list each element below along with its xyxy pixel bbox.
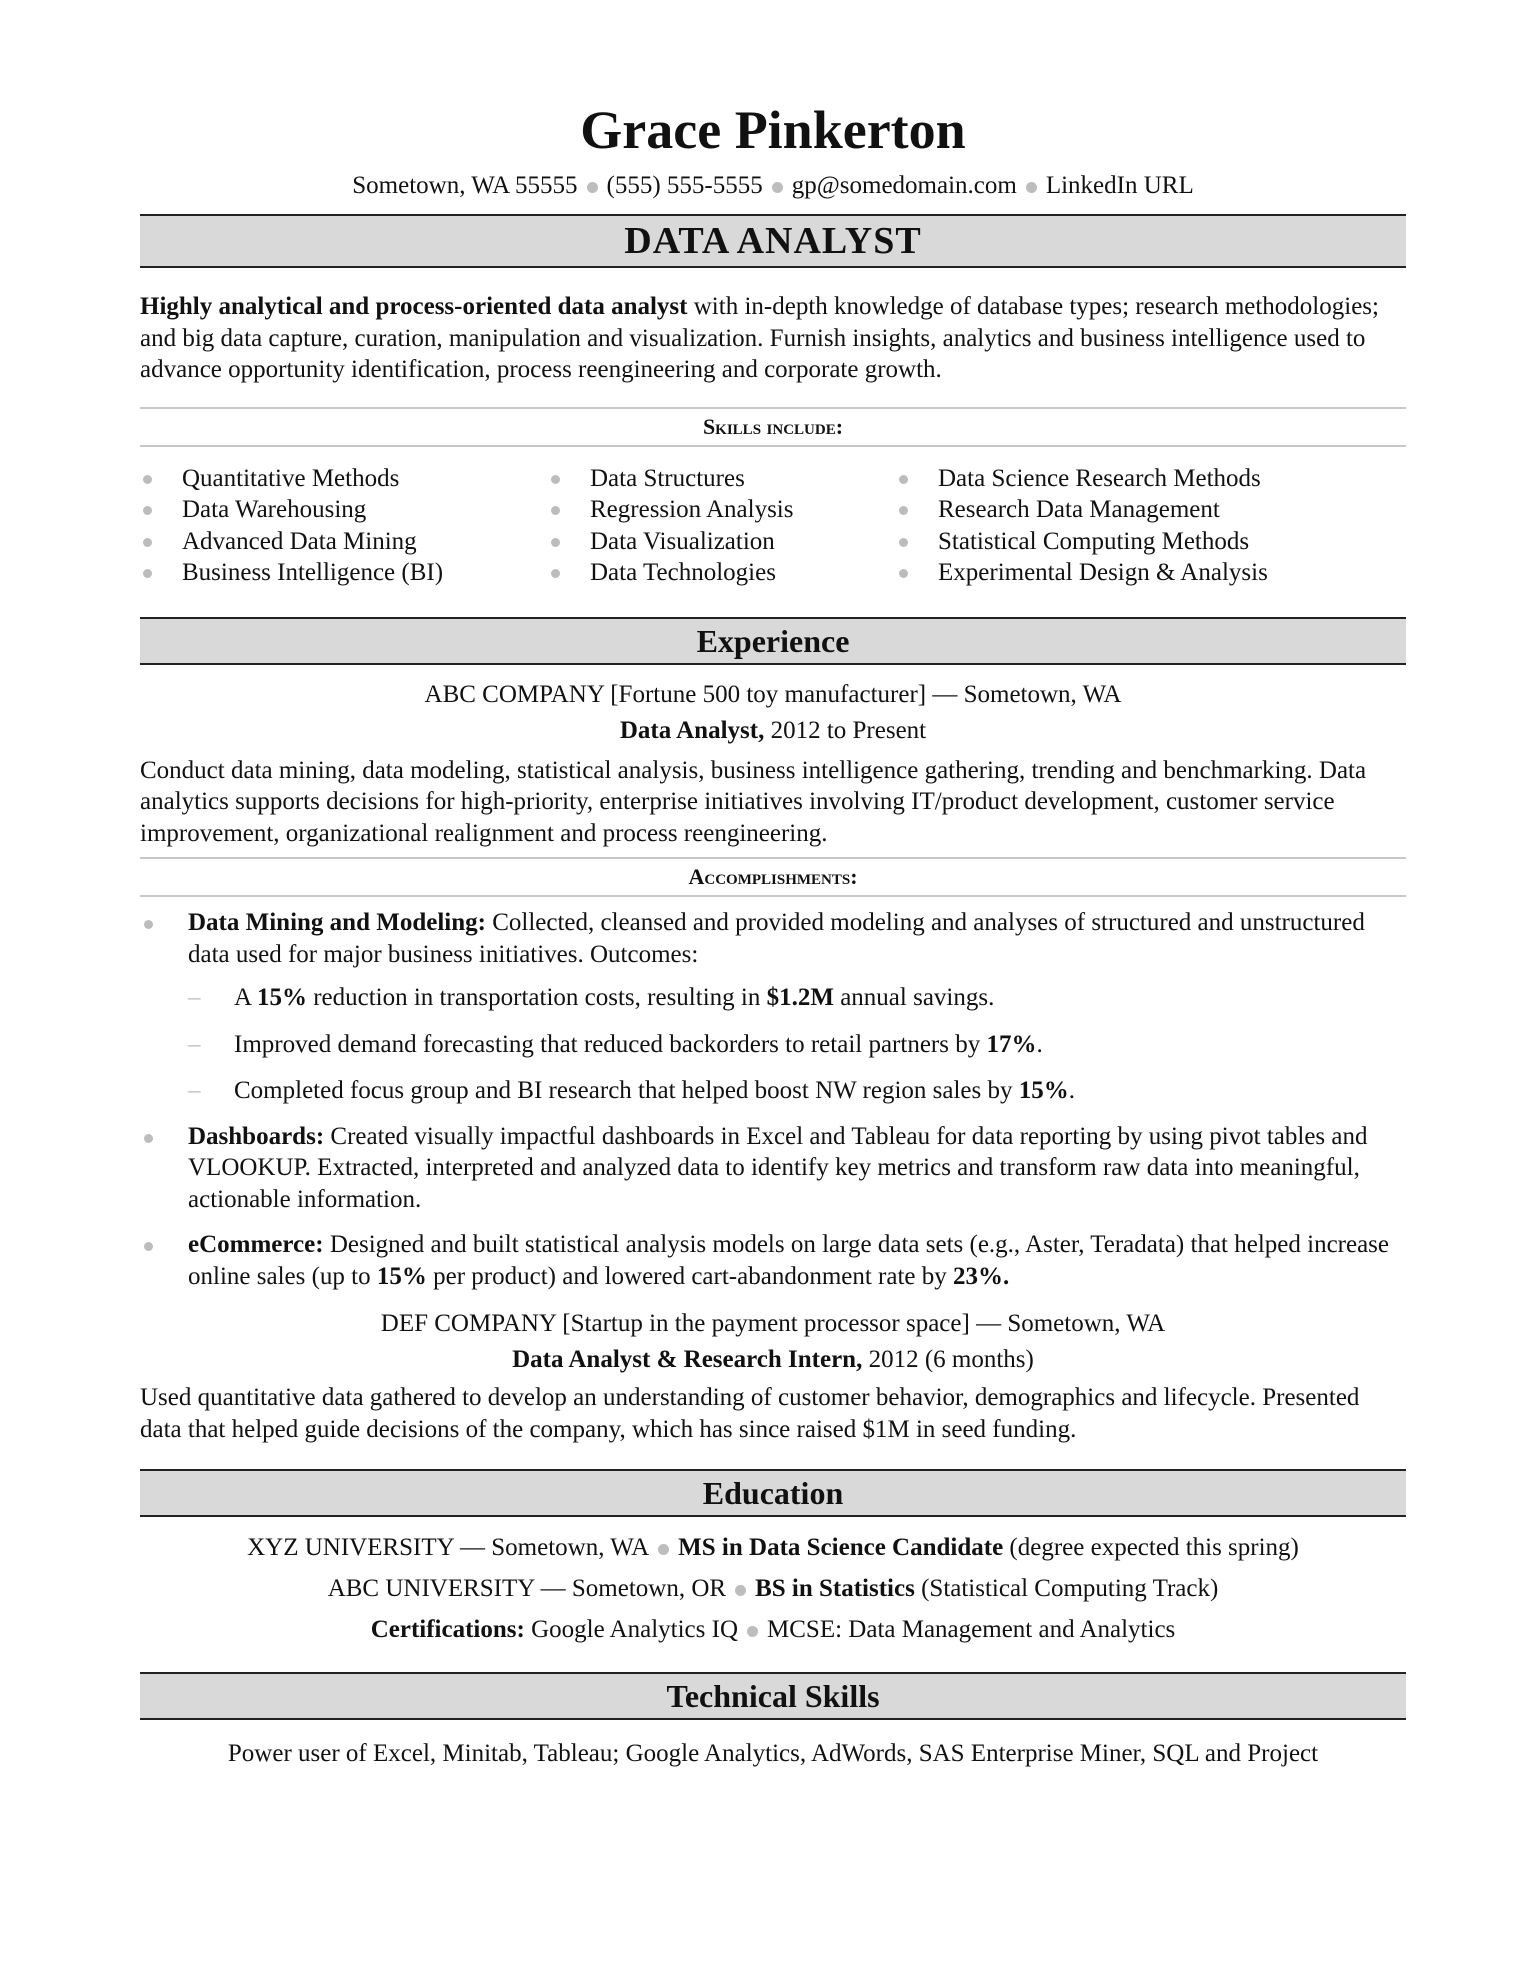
degree-note: (degree expected this spring) [1003,1534,1299,1561]
job2-company: DEF COMPANY [Startup in the payment processor space] — Sometown, WA [380,1310,1166,1337]
contact-phone: (555) 555-5555 [606,172,763,199]
skill-item: Research Data Management [896,494,1316,526]
skills-list [140,463,1406,589]
accomplishment-item [140,907,1406,1107]
accomplishment-text: Created visually impactful dashboards in Excel and Tableau for data reporting by using pivot tables and VLOOKUP. Extracted, interpreted and analyzed data to identify key metrics and transform raw data into meaningful, actionable information. [188,1122,1368,1213]
experience-heading: Experience [140,617,1406,665]
skill-item: Data Visualization [548,526,896,558]
candidate-name: Grace Pinkerton [580,100,966,160]
skill-item: Data Structures [548,463,896,495]
degree-name: MS in Data Science Candidate [678,1534,1004,1561]
summary-text: with in-depth knowledge of database types; research methodologies; and big data capture, curation, manipulation and visualization. Furnish insights, analytics and business intelligence used to advance opportunity identification, process reengineering and corporate growth. [140,293,1379,383]
certification-item: MCSE: Data Management and Analytics [767,1616,1176,1643]
job2-role: Data Analyst & Research Intern, [512,1346,863,1373]
job1-dates: 2012 to Present [764,716,927,744]
job1-description: Conduct data mining, data modeling, statistical analysis, business intelligence gathering, trending and benchmarking. Data analytics supports decisions for high-priority, enterprise initiatives involving IT/product development, customer service improvement, organizational realignment and process reengineering. [140,756,1367,847]
resume-title: DATA ANALYST [140,214,1406,268]
skills-column [140,463,548,589]
certifications-line [140,1609,1406,1650]
certifications-label: Certifications: [370,1616,525,1643]
technical-skills-text: Power user of Excel, Minitab, Tableau; Google Analytics, AdWords, SAS Enterprise Miner, SQL and Project [227,1740,1319,1767]
accomplishment-lead: Data Mining and Modeling: [188,909,486,936]
skill-item: Data Warehousing [140,494,548,526]
skill-item: Quantitative Methods [140,463,548,495]
job2-role-line [140,1342,1406,1378]
separator-dot-icon [658,1544,669,1555]
accomplishment-item [140,1121,1406,1216]
skill-item: Business Intelligence (BI) [140,557,548,589]
skill-item: Advanced Data Mining [140,526,548,558]
contact-linkedin[interactable]: LinkedIn URL [1045,172,1194,199]
outcome-figure: 17% [986,1030,1037,1058]
separator-dot-icon [587,182,598,193]
skill-item: Statistical Computing Methods [896,526,1316,558]
skills-heading: Skills include: [140,407,1406,447]
outcome-figure: 15% [1018,1077,1069,1104]
skill-item: Data Technologies [548,557,896,589]
school-name: ABC UNIVERSITY — Sometown, OR [327,1575,727,1602]
outcomes-list [188,982,1406,1107]
accomplishment-figure: 23%. [953,1262,1010,1290]
outcome-text: Improved demand forecasting that reduced backorders to retail partners by [234,1030,987,1058]
skill-item: Data Science Research Methods [896,463,1316,495]
job2-description: Used quantitative data gathered to develop an understanding of customer behavior, demographics and lifecycle. Presented data that helped guide decisions of the company, which has since raised $1M in seed funding. [140,1384,1360,1443]
separator-dot-icon [772,182,783,193]
separator-dot-icon [735,1585,746,1596]
skills-column [896,463,1316,589]
separator-dot-icon [1026,182,1037,193]
degree-name: BS in Statistics [755,1575,915,1602]
job1-company: ABC COMPANY [Fortune 500 toy manufacturer] — Sometown, WA [424,680,1122,708]
accomplishment-text: Designed and built statistical analysis models on large data sets (e.g., Aster, Teradata) that helped increase online sales (up to [188,1231,1390,1290]
outcome-text: reduction in transportation costs, resulting in [306,984,767,1011]
separator-dot-icon [747,1626,758,1637]
certification-item: Google Analytics IQ [524,1616,739,1643]
contact-email[interactable]: gp@somedomain.com [791,172,1017,199]
education-entry [140,1568,1406,1609]
accomplishment-figure: 15% [376,1262,427,1290]
accomplishment-lead: Dashboards: [188,1122,325,1150]
job2-dates: 2012 (6 months) [862,1346,1034,1373]
accomplishment-lead: eCommerce: [188,1231,324,1258]
job1-role-line [140,713,1406,749]
outcome-text: Completed focus group and BI research that helped boost NW region sales by [234,1077,1019,1104]
degree-note: (Statistical Computing Track) [914,1575,1219,1602]
accomplishment-text: Collected, cleansed and provided modeling and analyses of structured and unstructured data used for major business initiatives. Outcomes: [188,909,1365,968]
technical-skills-heading: Technical Skills [140,1672,1406,1720]
accomplishment-item [140,1229,1406,1292]
outcome-item [188,982,1406,1014]
outcome-text: annual savings. [833,984,995,1011]
outcome-item [188,1075,1406,1107]
education-entry [140,1527,1406,1568]
outcome-figure: $1.2M [766,984,834,1011]
summary-lead: Highly analytical and process-oriented data analyst [140,293,688,320]
skill-item: Regression Analysis [548,494,896,526]
job1-role: Data Analyst, [619,716,765,744]
accomplishments-list [140,907,1406,1292]
outcome-text: . [1068,1077,1076,1104]
outcome-text: . [1036,1030,1043,1058]
accomplishments-heading: Accomplishments: [140,857,1406,897]
skill-item: Experimental Design & Analysis [896,557,1316,589]
resume-page [140,0,1406,1770]
outcome-text: A [234,984,257,1011]
school-name: XYZ UNIVERSITY — Sometown, WA [247,1534,650,1561]
summary-paragraph [140,291,1406,386]
contact-line [140,170,1406,202]
outcome-figure: 15% [256,984,307,1011]
contact-location: Sometown, WA 55555 [352,172,578,199]
skills-column [548,463,896,589]
accomplishment-text: per product) and lowered cart-abandonment rate by [426,1262,954,1290]
education-heading: Education [140,1469,1406,1517]
outcome-item [188,1029,1406,1061]
